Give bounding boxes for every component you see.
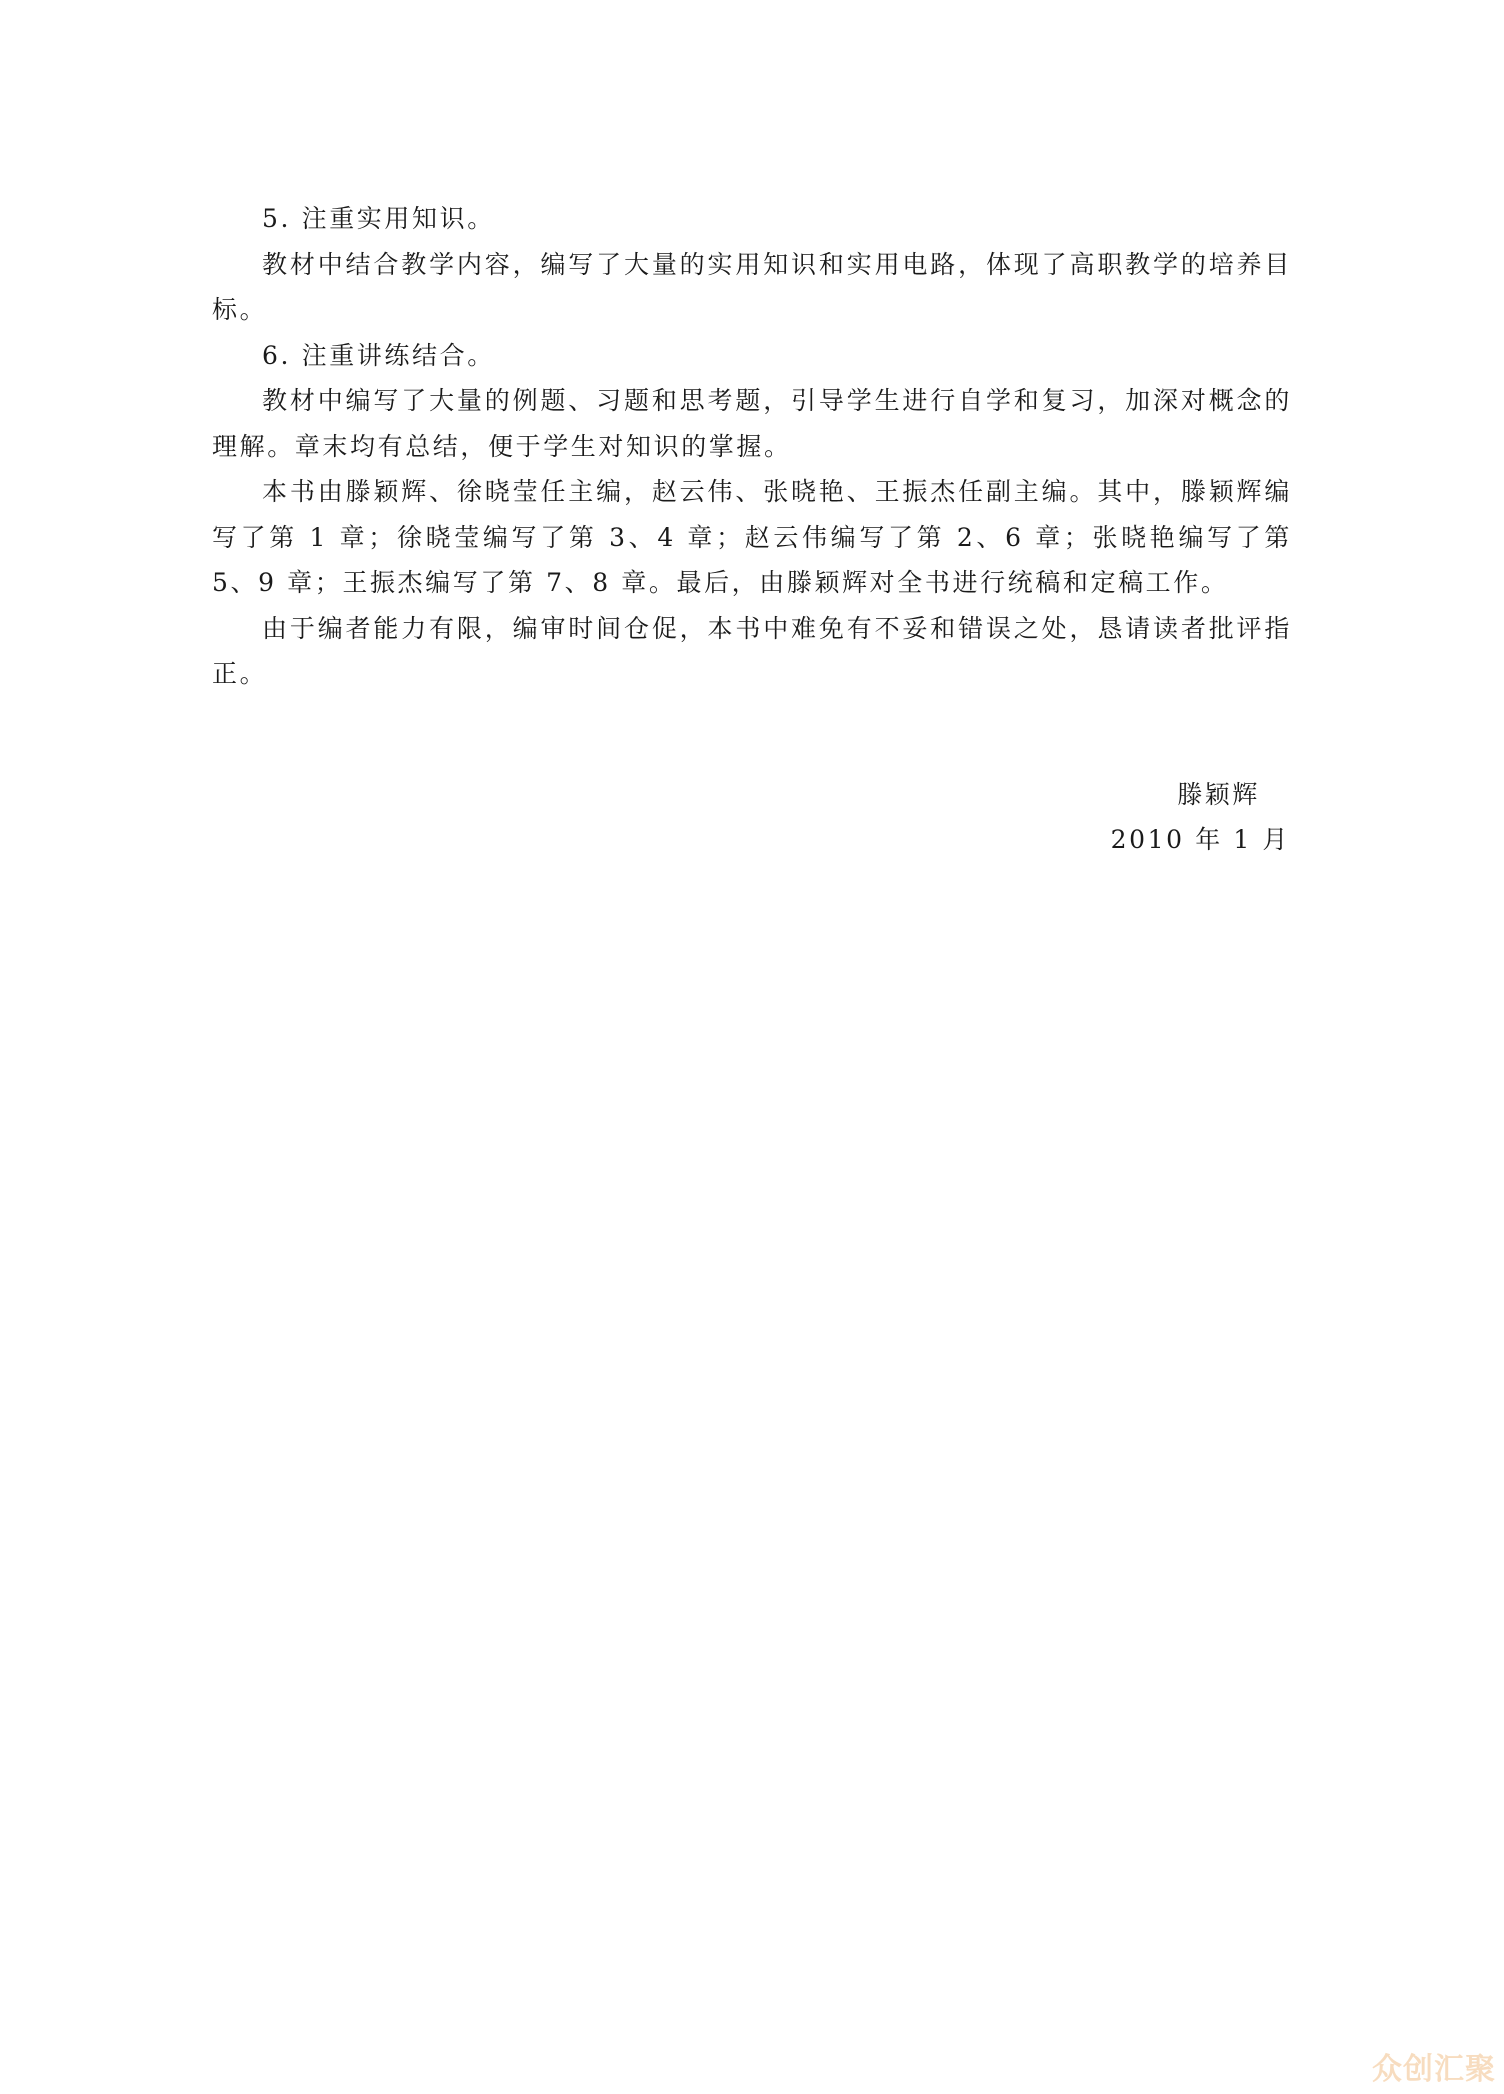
paragraph-item-5-heading: 5. 注重实用知识。 — [262, 204, 495, 233]
paragraph-closing: 由于编者能力有限，编审时间仓促，本书中难免有不妥和错误之处，恳请读者批评指正。 — [212, 613, 1292, 688]
paragraph-practical-knowledge: 教材中结合教学内容，编写了大量的实用知识和实用电路，体现了高职教学的培养目标。 — [212, 249, 1292, 324]
signature-block — [1111, 772, 1290, 862]
paragraph-practice-exercises: 教材中编写了大量的例题、习题和思考题，引导学生进行自学和复习，加深对概念的理解。章末均有总结，便于学生对知识的掌握。 — [212, 386, 1292, 461]
preface-body — [212, 196, 1292, 697]
paragraph-authors: 本书由滕颖辉、徐晓莹任主编，赵云伟、张晓艳、王振杰任副主编。其中，滕颖辉编写了第 1 章；徐晓莹编写了第 3、4 章；赵云伟编写了第 2、6 章；张晓艳编写了第 5、9 章；王振杰编写了第 7、8 章。最后，由滕颖辉对全书进行统稿和定稿工作。 — [212, 477, 1292, 597]
signature-author: 滕颖辉 — [1177, 780, 1260, 809]
paragraph-item-6-heading: 6. 注重讲练结合。 — [262, 340, 495, 370]
watermark-logo: 众创汇聚 — [1372, 2052, 1496, 2087]
signature-date: 2010 年 1 月 — [1110, 825, 1290, 854]
